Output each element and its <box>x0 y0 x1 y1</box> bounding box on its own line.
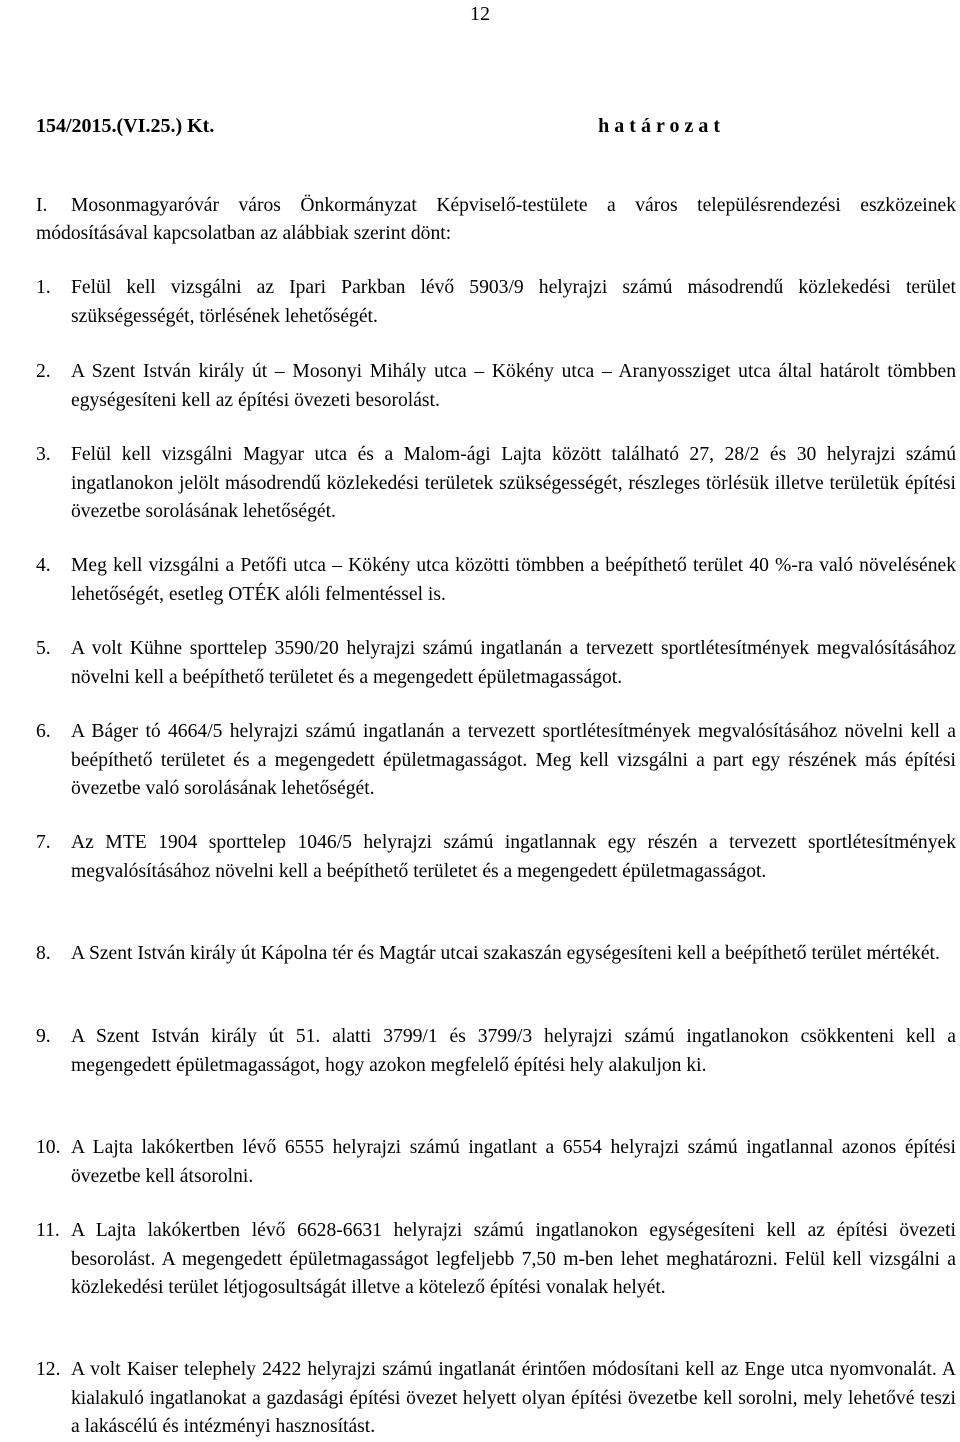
item-text: Felül kell vizsgálni az Ipari Parkban lévő 5903/9 helyrajzi számú másodrendű közlekedési terület szükségességét, törlésének lehetőségét. <box>71 277 956 327</box>
resolution-title: h a t á r o z a t <box>598 115 720 137</box>
item-number: 1. <box>36 277 51 298</box>
list-item <box>36 718 956 804</box>
item-number: 4. <box>36 555 51 576</box>
list-item <box>36 358 956 415</box>
list-item <box>36 635 956 692</box>
item-text: A Szent István király út Kápolna tér és Magtár utcai szakaszán egységesíteni kell a beépíthető terület mértékét. <box>71 943 940 964</box>
resolution-header <box>36 112 720 140</box>
item-number: 11. <box>36 1220 60 1241</box>
list-item <box>36 940 956 969</box>
item-text: A Lajta lakókertben lévő 6555 helyrajzi számú ingatlant a 6554 helyrajzi számú ingatlannal azonos építési övezetbe kell átsorolni. <box>71 1137 956 1187</box>
item-number: 5. <box>36 638 51 659</box>
item-text: A Lajta lakókertben lévő 6628-6631 helyrajzi számú ingatlanokon egységesíteni kell az építési övezeti besorolást. A megengedett épületmagasságot legfeljebb 7,50 m-ben lehet meghatározni. Felül kell vizsgálni a közlekedési terület létjogosultságát illetve a kötelező építési vonalak helyét. <box>71 1220 956 1299</box>
item-number: 12. <box>36 1359 61 1380</box>
item-number: 3. <box>36 444 51 465</box>
item-text: Az MTE 1904 sporttelep 1046/5 helyrajzi számú ingatlannak egy részén a tervezett sportlétesítmények megvalósításához növelni kell a beépíthető területet és a megengedett épületmagasságot. <box>71 832 956 882</box>
item-text: Meg kell vizsgálni a Petőfi utca – Kökény utca közötti tömbben a beépíthető terület 40 %-ra való növelésének lehetőségét, esetleg OTÉK alóli felmentéssel is. <box>71 555 956 605</box>
item-text: A Szent István király út 51. alatti 3799/1 és 3799/3 helyrajzi számú ingatlanokon csökkenteni kell a megengedett épületmagasságot, hogy azokon megfelelő építési hely alakuljon ki. <box>71 1026 956 1076</box>
intro-text: Mosonmagyaróvár város Önkormányzat Képviselő-testülete a város településrendezési eszközeinek módosításával kapcsolatban az alábbiak szerint dönt: <box>36 195 956 244</box>
page-number: 12 <box>470 3 490 25</box>
item-text: Felül kell vizsgálni Magyar utca és a Malom-ági Lajta között található 27, 28/2 és 30 helyrajzi számú ingatlanokon jelölt másodrendű közlekedési területek szükségességét, részleges törlésük illetve területük építési övezetbe sorolásának lehetőségét. <box>71 444 956 523</box>
list-item <box>36 441 956 527</box>
item-text: A volt Kaiser telephely 2422 helyrajzi számú ingatlanát érintően módosítani kell az Enge utca nyomvonalát. A kialakuló ingatlanokat a gazdasági építési övezet helyett olyan építési övezetbe kell sorolni, mely lehetővé teszi a lakáscélú és intézményi hasznosítást. <box>71 1359 956 1438</box>
list-item <box>36 1217 956 1303</box>
item-number: 6. <box>36 721 51 742</box>
list-item <box>36 1356 956 1442</box>
item-text: A Szent István király út – Mosonyi Mihály utca – Kökény utca – Aranyossziget utca által határolt tömbben egységesíteni kell az építési övezeti besorolást. <box>71 361 956 411</box>
list-item <box>36 1023 956 1080</box>
item-number: 9. <box>36 1026 51 1047</box>
list-item <box>36 274 956 331</box>
item-text: A volt Kühne sporttelep 3590/20 helyrajzi számú ingatlanán a tervezett sportlétesítmények megvalósításához növelni kell a beépíthető területet és a megengedett épületmagasságot. <box>71 638 956 688</box>
item-text: A Báger tó 4664/5 helyrajzi számú ingatlanán a tervezett sportlétesítmények megvalósításához növelni kell a beépíthető területet és a megengedett épületmagasságot. Meg kell vizsgálni a part egy részének más építési övezetbe való sorolásának lehetőségét. <box>71 721 956 800</box>
intro-paragraph <box>36 192 956 248</box>
list-item <box>36 552 956 609</box>
item-number: 10. <box>36 1137 61 1158</box>
intro-roman-numeral: I. <box>36 195 48 216</box>
list-item <box>36 829 956 886</box>
resolution-id: 154/2015.(VI.25.) Kt. <box>36 115 215 137</box>
item-number: 7. <box>36 832 51 853</box>
item-number: 8. <box>36 943 51 964</box>
list-item <box>36 1134 956 1191</box>
item-number: 2. <box>36 361 51 382</box>
